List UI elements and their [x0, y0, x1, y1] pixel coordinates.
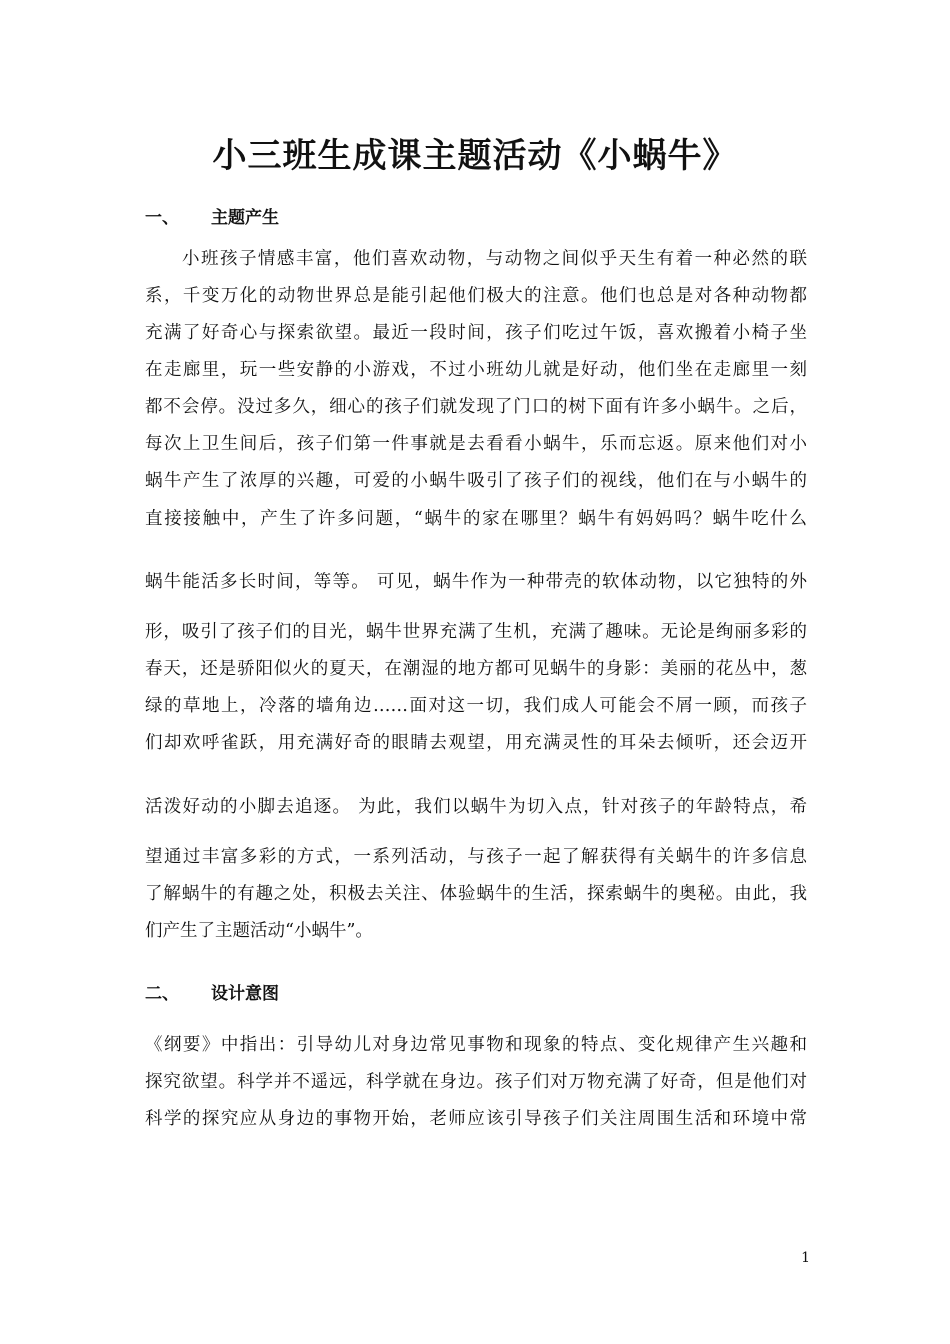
paragraph-line: 直接接触中，产生了许多问题，“蜗牛的家在哪里？蜗牛有妈妈吗？蜗牛吃什么	[145, 509, 807, 529]
paragraph-line: 在走廊里，玩一些安静的小游戏，不过小班幼儿就是好动，他们坐在走廊里一刻	[145, 360, 807, 380]
paragraph-line: 小班孩子情感丰富，他们喜欢动物，与动物之间似乎天生有着一种必然的联	[182, 249, 807, 269]
section-heading-1	[145, 203, 279, 228]
paragraph-line: 望通过丰富多彩的方式，一系列活动，与孩子一起了解获得有关蜗牛的许多信息	[145, 847, 807, 867]
paragraph-line: 们却欢呼雀跃，用充满好奇的眼睛去观望，用充满灵性的耳朵去倾听，还会迈开	[145, 733, 807, 753]
section-title: 设计意图	[211, 984, 279, 1004]
paragraph-line: 活泼好动的小脚去追逐。 为此，我们以蜗牛为切入点，针对孩子的年龄特点，希	[145, 797, 807, 817]
section-title: 主题产生	[211, 208, 279, 228]
paragraph-line: 充满了好奇心与探索欲望。最近一段时间，孩子们吃过午饭，喜欢搬着小椅子坐	[145, 323, 807, 343]
section-heading-2	[145, 979, 279, 1004]
paragraph-line: 探究欲望。科学并不遥远，科学就在身边。孩子们对万物充满了好奇，但是他们对	[145, 1072, 807, 1092]
document-title: 小三班生成课主题活动《小蜗牛》	[212, 136, 738, 176]
paragraph-line: 形，吸引了孩子们的目光，蜗牛世界充满了生机，充满了趣味。无论是绚丽多彩的	[145, 622, 807, 642]
section-number: 一、	[145, 208, 179, 228]
paragraph-line: 《纲要》中指出：引导幼儿对身边常见事物和现象的特点、变化规律产生兴趣和	[145, 1035, 807, 1055]
paragraph-line: 了解蜗牛的有趣之处，积极去关注、体验蜗牛的生活，探索蜗牛的奥秘。由此，我	[145, 884, 807, 904]
section-number: 二、	[145, 984, 179, 1004]
paragraph-line: 系，千变万化的动物世界总是能引起他们极大的注意。他们也总是对各种动物都	[145, 286, 807, 306]
paragraph-line: 蜗牛能活多长时间，等等。 可见，蜗牛作为一种带壳的软体动物，以它独特的外	[145, 572, 807, 592]
paragraph-line: 绿的草地上，冷落的墙角边……面对这一切，我们成人可能会不屑一顾，而孩子	[145, 696, 807, 716]
paragraph-line: 都不会停。没过多久，细心的孩子们就发现了门口的树下面有许多小蜗牛。之后，	[145, 397, 807, 417]
paragraph-line: 春天，还是骄阳似火的夏天，在潮湿的地方都可见蜗牛的身影：美丽的花丛中，葱	[145, 659, 807, 679]
paragraph-line: 蜗牛产生了浓厚的兴趣，可爱的小蜗牛吸引了孩子们的视线，他们在与小蜗牛的	[145, 471, 807, 491]
paragraph-line: 科学的探究应从身边的事物开始，老师应该引导孩子们关注周围生活和环境中常	[145, 1109, 807, 1129]
paragraph-line: 们产生了主题活动“小蜗牛”。	[145, 921, 373, 941]
page-number: 1	[801, 1250, 810, 1266]
paragraph-line: 每次上卫生间后，孩子们第一件事就是去看看小蜗牛，乐而忘返。原来他们对小	[145, 434, 807, 454]
